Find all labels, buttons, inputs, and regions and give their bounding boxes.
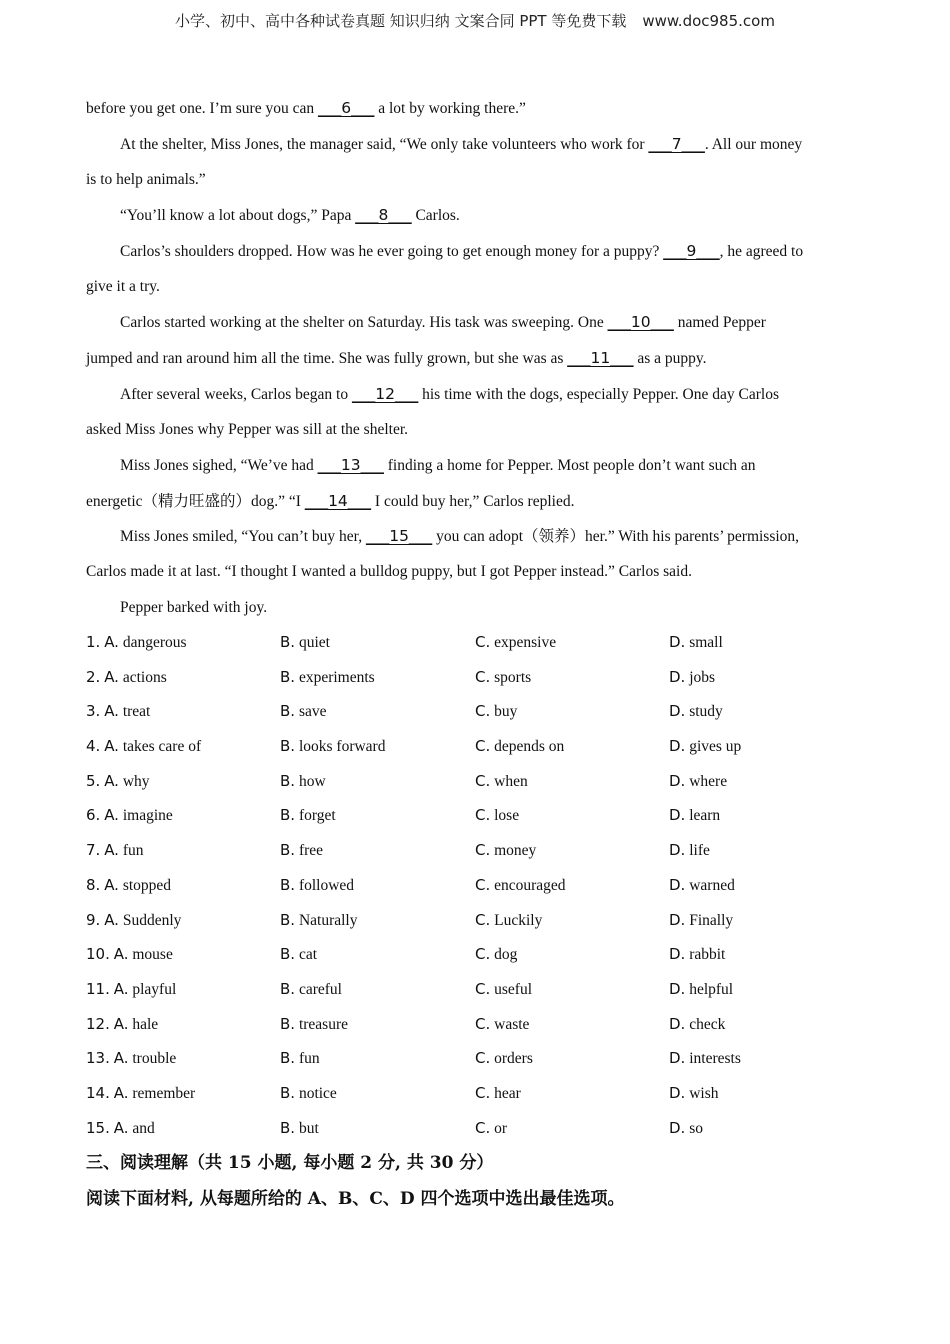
option-text: when xyxy=(494,772,528,790)
question-number: 9. xyxy=(86,910,101,929)
option-c xyxy=(475,1079,521,1108)
question-number: 11. xyxy=(86,979,110,998)
option-c xyxy=(475,663,531,692)
option-text: helpful xyxy=(689,980,734,998)
option-letter: C. xyxy=(475,945,491,964)
passage-line xyxy=(86,380,862,416)
answer-blank: ___11___ xyxy=(567,349,634,367)
section-instruction: 阅读下面材料, 从每题所给的 A、B、C、D 四个选项中选出最佳选项。 xyxy=(86,1189,625,1209)
option-c xyxy=(475,940,517,969)
option-text: treat xyxy=(122,703,151,721)
option-letter: B. xyxy=(280,945,296,964)
question-number: 2. xyxy=(86,667,101,686)
option-text: useful xyxy=(494,980,533,998)
option-d xyxy=(669,663,715,692)
answer-blank: ___9___ xyxy=(663,242,720,260)
answer-blank: ___10___ xyxy=(607,313,674,331)
option-c xyxy=(475,628,556,657)
option-letter: D. xyxy=(669,1014,686,1033)
option-b xyxy=(280,1010,348,1039)
option-letter: C. xyxy=(475,979,491,998)
option-letter: A. xyxy=(104,806,119,825)
option-a xyxy=(86,975,176,1004)
option-c xyxy=(475,767,528,796)
option-d xyxy=(669,1079,719,1108)
option-letter: A. xyxy=(104,633,119,651)
option-letter: B. xyxy=(280,979,296,998)
passage-text: named Pepper xyxy=(673,314,766,331)
option-letter: B. xyxy=(280,771,296,790)
option-text: forget xyxy=(298,807,336,825)
option-text: check xyxy=(689,1015,726,1033)
option-text: why xyxy=(122,772,150,790)
option-text: study xyxy=(689,703,723,721)
option-text: rabbit xyxy=(689,946,726,964)
cloze-passage xyxy=(86,94,862,630)
option-letter: A. xyxy=(104,910,119,929)
option-text: where xyxy=(689,772,728,790)
question-number: 14. xyxy=(86,1083,110,1102)
option-letter: C. xyxy=(475,841,491,860)
option-c xyxy=(475,697,517,726)
passage-text: . All our money xyxy=(704,136,803,153)
option-text: expensive xyxy=(494,634,557,651)
option-c xyxy=(475,906,542,935)
option-a xyxy=(86,1010,158,1039)
option-text: how xyxy=(298,772,326,790)
passage-text: give it a try. xyxy=(86,278,160,295)
option-text: mouse xyxy=(132,946,173,964)
answer-blank: ___6___ xyxy=(318,99,375,117)
option-letter: B. xyxy=(280,1049,296,1068)
option-text: notice xyxy=(298,1084,337,1102)
header-site-url: www.doc985.com xyxy=(642,12,775,30)
option-b xyxy=(280,663,375,692)
option-letter: D. xyxy=(669,1083,686,1102)
question-row xyxy=(86,836,886,871)
option-text: depends on xyxy=(494,738,565,756)
passage-line xyxy=(86,166,862,201)
option-c xyxy=(475,871,566,900)
option-d xyxy=(669,732,741,761)
passage-text: At the shelter, Miss Jones, the manager said, “We only take volunteers who work for xyxy=(120,136,649,153)
option-a xyxy=(86,940,173,969)
option-text: orders xyxy=(494,1050,533,1068)
option-text: hear xyxy=(494,1084,521,1102)
option-letter: D. xyxy=(669,875,686,894)
option-d xyxy=(669,940,725,969)
question-number: 6. xyxy=(86,806,101,825)
option-letter: B. xyxy=(280,806,296,825)
option-letter: B. xyxy=(280,737,296,756)
option-text: but xyxy=(298,1119,319,1137)
question-row xyxy=(86,801,886,836)
option-letter: D. xyxy=(669,945,686,964)
option-text: actions xyxy=(122,668,167,686)
option-letter: C. xyxy=(475,702,491,721)
option-letter: C. xyxy=(475,1049,491,1068)
option-text: encouraged xyxy=(494,876,566,894)
option-text: remember xyxy=(132,1084,196,1102)
passage-text: asked Miss Jones why Pepper was sill at the shelter. xyxy=(86,421,409,438)
option-a xyxy=(86,767,150,796)
option-letter: D. xyxy=(669,771,686,790)
option-a xyxy=(86,1114,155,1143)
option-c xyxy=(475,801,519,830)
option-b xyxy=(280,697,326,726)
option-letter: C. xyxy=(475,1083,491,1102)
passage-text: Pepper barked with joy. xyxy=(120,599,268,616)
option-c xyxy=(475,975,532,1004)
passage-line xyxy=(86,237,862,273)
option-text: jobs xyxy=(689,668,716,686)
option-c xyxy=(475,1114,507,1143)
option-text: careful xyxy=(298,980,342,998)
option-text: free xyxy=(298,842,324,860)
question-number: 15. xyxy=(86,1118,110,1137)
option-letter: D. xyxy=(669,702,686,721)
option-a xyxy=(86,1044,176,1073)
option-text: fun xyxy=(298,1050,320,1068)
option-d xyxy=(669,906,733,935)
option-a xyxy=(86,663,167,692)
option-letter: A. xyxy=(104,771,119,790)
passage-line xyxy=(86,416,862,451)
question-number: 12. xyxy=(86,1014,110,1033)
option-text: hale xyxy=(132,1015,159,1033)
option-b xyxy=(280,801,336,830)
option-text: Naturally xyxy=(298,911,358,929)
option-d xyxy=(669,767,727,796)
section-title: 三、阅读理解（共 15 小题, 每小题 2 分, 共 30 分） xyxy=(86,1153,494,1173)
passage-line xyxy=(86,522,862,558)
option-letter: A. xyxy=(104,702,119,721)
passage-text: “You’ll know a lot about dogs,” Papa xyxy=(120,207,356,224)
answer-blank: ___15___ xyxy=(365,527,433,545)
option-d xyxy=(669,1114,703,1143)
question-number: 8. xyxy=(86,875,101,894)
answer-blank: ___13___ xyxy=(317,456,384,474)
option-text: sports xyxy=(494,668,532,686)
passage-text: After several weeks, Carlos began to xyxy=(120,386,352,403)
passage-text: before you get one. I’m sure you can xyxy=(86,100,318,117)
option-d xyxy=(669,1044,741,1073)
option-text: experiments xyxy=(298,668,375,686)
option-b xyxy=(280,1079,337,1108)
option-b xyxy=(280,732,385,761)
option-letter: C. xyxy=(475,806,491,825)
option-text: followed xyxy=(298,876,355,894)
passage-text: Miss Jones sighed, “We’ve had xyxy=(120,457,318,474)
passage-line xyxy=(86,558,862,594)
option-b xyxy=(280,871,354,900)
option-letter: A. xyxy=(113,945,129,964)
option-d xyxy=(669,836,710,865)
question-row xyxy=(86,1079,886,1114)
option-b xyxy=(280,767,326,796)
option-text: trouble xyxy=(132,1050,177,1068)
option-text: quiet xyxy=(298,634,330,651)
passage-text: Miss Jones smiled, “You can’t buy her, xyxy=(120,528,366,545)
option-text: warned xyxy=(689,876,735,894)
question-number: 5. xyxy=(86,771,101,790)
option-text: stopped xyxy=(122,876,172,894)
option-letter: C. xyxy=(475,1014,491,1033)
option-letter: B. xyxy=(280,667,296,686)
option-text: so xyxy=(689,1119,703,1137)
option-letter: A. xyxy=(104,875,119,894)
passage-line xyxy=(86,130,862,166)
question-row xyxy=(86,906,886,941)
passage-text: you can adopt（领养）her.” With his parents’ permission, xyxy=(432,528,800,545)
option-letter: D. xyxy=(669,737,686,756)
option-text: or xyxy=(494,1119,508,1137)
option-letter: A. xyxy=(113,1118,129,1137)
option-text: dangerous xyxy=(122,634,187,651)
question-row xyxy=(86,871,886,906)
option-d xyxy=(669,628,723,657)
passage-text: as a puppy. xyxy=(633,350,707,367)
passage-line xyxy=(86,451,862,487)
option-text: fun xyxy=(122,842,144,860)
option-letter: D. xyxy=(669,910,686,929)
option-text: interests xyxy=(689,1050,741,1068)
option-letter: C. xyxy=(475,633,491,651)
option-letter: C. xyxy=(475,771,491,790)
option-letter: D. xyxy=(669,806,686,825)
option-a xyxy=(86,697,150,726)
question-row xyxy=(86,1010,886,1045)
option-letter: A. xyxy=(113,1049,129,1068)
option-letter: D. xyxy=(669,1049,686,1068)
option-c xyxy=(475,1044,533,1073)
question-number: 1. xyxy=(86,633,101,651)
option-d xyxy=(669,1010,725,1039)
passage-text: energetic（精力旺盛的）dog.” “I xyxy=(86,493,305,510)
passage-text: Carlos. xyxy=(411,207,460,224)
option-letter: B. xyxy=(280,910,296,929)
option-text: gives up xyxy=(689,738,742,756)
option-a xyxy=(86,732,201,761)
option-letter: C. xyxy=(475,910,491,929)
option-d xyxy=(669,975,733,1004)
option-a xyxy=(86,836,144,865)
option-letter: B. xyxy=(280,633,296,651)
option-text: small xyxy=(689,634,723,651)
option-letter: B. xyxy=(280,1083,296,1102)
passage-text: is to help animals.” xyxy=(86,171,206,188)
answer-blank: ___12___ xyxy=(352,385,419,403)
answer-blank: ___7___ xyxy=(648,135,705,153)
option-text: playful xyxy=(132,980,177,998)
option-letter: D. xyxy=(669,979,686,998)
option-letter: D. xyxy=(669,841,686,860)
option-text: imagine xyxy=(122,807,173,825)
option-a xyxy=(86,906,181,935)
option-a xyxy=(86,871,171,900)
option-c xyxy=(475,732,564,761)
option-c xyxy=(475,1010,529,1039)
option-b xyxy=(280,628,330,657)
question-row xyxy=(86,767,886,802)
option-letter: D. xyxy=(669,633,686,651)
passage-text: Carlos made it at last. “I thought I wanted a bulldog puppy, but I got Pepper instead.” Carlos said. xyxy=(86,563,692,580)
option-text: takes care of xyxy=(122,738,202,756)
passage-text: , he agreed to xyxy=(719,243,804,260)
option-text: waste xyxy=(494,1015,530,1033)
option-letter: A. xyxy=(113,979,129,998)
option-b xyxy=(280,836,323,865)
option-a xyxy=(86,1079,195,1108)
option-text: treasure xyxy=(298,1015,348,1033)
option-b xyxy=(280,940,317,969)
option-letter: B. xyxy=(280,841,296,860)
question-row xyxy=(86,732,886,767)
option-letter: C. xyxy=(475,1118,491,1137)
question-row xyxy=(86,940,886,975)
option-text: learn xyxy=(689,807,721,825)
option-text: dog xyxy=(494,946,518,964)
passage-text: Carlos’s shoulders dropped. How was he ever going to get enough money for a puppy? xyxy=(120,243,664,260)
option-letter: A. xyxy=(113,1014,129,1033)
option-d xyxy=(669,801,720,830)
page-header xyxy=(0,10,950,31)
passage-line xyxy=(86,201,862,237)
option-text: life xyxy=(689,842,710,860)
option-text: buy xyxy=(494,703,518,721)
option-text: and xyxy=(132,1119,155,1137)
option-letter: A. xyxy=(113,1083,129,1102)
passage-line xyxy=(86,487,862,522)
option-c xyxy=(475,836,536,865)
header-site-description: 小学、初中、高中各种试卷真题 知识归纳 文案合同 PPT 等免费下载 xyxy=(175,12,627,30)
option-text: Luckily xyxy=(494,911,543,929)
question-number: 10. xyxy=(86,945,110,964)
option-letter: C. xyxy=(475,737,491,756)
option-letter: B. xyxy=(280,875,296,894)
option-b xyxy=(280,1044,320,1073)
option-text: lose xyxy=(494,807,520,825)
passage-text: jumped and ran around him all the time. She was fully grown, but she was as xyxy=(86,350,568,367)
option-letter: C. xyxy=(475,875,491,894)
option-text: Suddenly xyxy=(122,911,182,929)
option-letter: B. xyxy=(280,702,296,721)
passage-line xyxy=(86,273,862,308)
passage-text: Carlos started working at the shelter on Saturday. His task was sweeping. One xyxy=(120,314,608,331)
question-row xyxy=(86,697,886,732)
option-text: cat xyxy=(298,946,318,964)
question-row xyxy=(86,975,886,1010)
option-letter: D. xyxy=(669,1118,686,1137)
question-number: 3. xyxy=(86,702,101,721)
question-number: 7. xyxy=(86,841,101,860)
answer-blank: ___14___ xyxy=(304,492,372,510)
question-number: 13. xyxy=(86,1049,110,1068)
passage-text: I could buy her,” Carlos replied. xyxy=(371,493,575,510)
passage-text: finding a home for Pepper. Most people don’t want such an xyxy=(383,457,756,474)
option-letter: B. xyxy=(280,1014,296,1033)
question-row xyxy=(86,628,886,663)
option-a xyxy=(86,628,187,657)
option-d xyxy=(669,697,723,726)
option-text: looks forward xyxy=(298,738,386,756)
option-letter: A. xyxy=(104,667,119,686)
option-letter: D. xyxy=(669,667,686,686)
question-row xyxy=(86,1044,886,1079)
passage-text: a lot by working there.” xyxy=(374,100,526,117)
option-b xyxy=(280,1114,319,1143)
passage-line xyxy=(86,308,862,344)
option-b xyxy=(280,906,357,935)
option-a xyxy=(86,801,173,830)
option-letter: A. xyxy=(104,841,119,860)
passage-line xyxy=(86,594,862,630)
question-options-list xyxy=(86,628,886,1148)
option-letter: A. xyxy=(104,737,119,756)
option-text: wish xyxy=(689,1084,719,1102)
answer-blank: ___8___ xyxy=(355,206,412,224)
question-row xyxy=(86,663,886,698)
option-text: save xyxy=(298,703,327,721)
passage-line xyxy=(86,94,862,130)
option-letter: C. xyxy=(475,667,491,686)
question-number: 4. xyxy=(86,737,101,756)
option-text: money xyxy=(494,842,537,860)
option-letter: B. xyxy=(280,1118,296,1137)
option-b xyxy=(280,975,342,1004)
option-d xyxy=(669,871,735,900)
passage-text: his time with the dogs, especially Pepper. One day Carlos xyxy=(418,386,779,403)
passage-line xyxy=(86,344,862,380)
question-row xyxy=(86,1114,886,1149)
option-text: Finally xyxy=(689,911,734,929)
